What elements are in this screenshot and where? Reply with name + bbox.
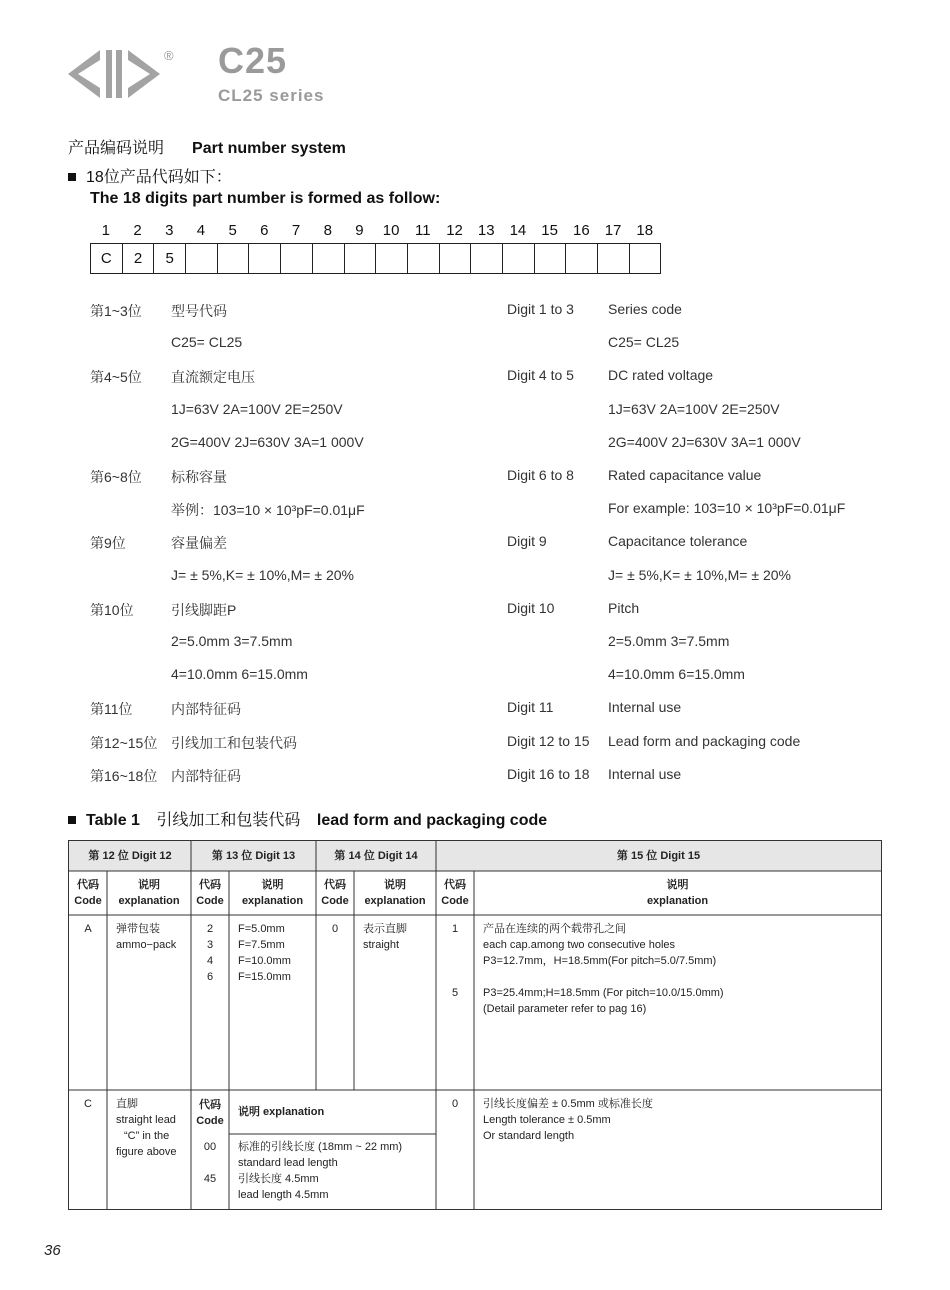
digit-box [503, 243, 535, 274]
r1-d15-expl-line: P3=12.7mm，H=18.5mm(For pitch=5.0/7.5mm) [483, 955, 717, 967]
subheader-expl-cn: 说明 [138, 879, 160, 891]
subheader-expl-13 [229, 877, 316, 909]
digit-position-number: 9 [355, 222, 364, 239]
row-en-desc: 2G=400V 2J=630V 3A=1 000V [608, 433, 801, 450]
subheader-code-cn: 代码 [77, 879, 99, 891]
r1-d15-code-a: 1 [451, 923, 459, 935]
digit-box [218, 243, 250, 274]
section-title-cn: 产品编码说明 [68, 140, 165, 157]
subheader-code-en: Code [441, 895, 469, 907]
r1-d15-expl-line: P3=25.4mm;H=18.5mm (For pitch=10.0/15.0mm) [483, 987, 724, 999]
subheader-expl-15 [474, 877, 881, 909]
r1-d15-expl-a [483, 921, 716, 969]
r2-d15-expl-line: Length tolerance ± 0.5mm [483, 1114, 611, 1126]
row-en-pos: Digit 4 to 5 [507, 367, 574, 384]
row-en-pos: Digit 10 [507, 599, 555, 616]
row-cn-desc: 引线脚距P [171, 601, 237, 618]
row-en-desc: 4=10.0mm 6=15.0mm [608, 666, 745, 683]
subheader-code-en: Code [321, 895, 349, 907]
r2-inner-expl [238, 1139, 402, 1203]
r1-d13-code: 4 [206, 955, 214, 967]
digit-position-number: 14 [509, 222, 527, 239]
r2-inner-expl-header: 说明 explanation [238, 1106, 325, 1118]
r2-inner-expl-line: standard lead length [238, 1157, 338, 1169]
row-cn-pos: 第4~5位 [90, 369, 142, 386]
subheader-code-13 [191, 877, 229, 909]
digit-box [440, 243, 472, 274]
digit-box [249, 243, 281, 274]
digit-position-number: 17 [604, 222, 622, 239]
digit-position-number: 1 [101, 222, 111, 239]
digit-box [630, 243, 662, 274]
r1-d13-expl-line: F=15.0mm [238, 971, 291, 983]
digit-position-number: 15 [541, 222, 558, 239]
digit-box [566, 243, 598, 274]
r1-d15-expl-line: 产品在连续的两个载带孔之间 [483, 923, 626, 935]
row-en-desc: Rated capacitance value [608, 467, 762, 483]
digit-position-number: 12 [446, 222, 463, 239]
row-cn-desc: 4=10.0mm 6=15.0mm [171, 666, 308, 683]
subheader-code-15 [436, 877, 474, 909]
row-en-desc: Capacitance tolerance [608, 533, 748, 550]
row-cn-desc: 直流额定电压 [171, 369, 255, 386]
row-en-desc: Lead form and packaging code [608, 732, 801, 749]
r2-d12-expl-line: 直脚 [116, 1098, 138, 1110]
row-en-desc: 1J=63V 2A=100V 2E=250V [608, 400, 780, 417]
row-en-desc: For example: 103=10 × 10³pF=0.01μF [608, 500, 846, 517]
row-cn-pos: 第6~8位 [90, 469, 142, 485]
subheader-expl-cn: 说明 [384, 879, 406, 891]
r1-d14-expl-line: 表示直脚 [363, 923, 407, 935]
r2-inner-code-00: 00 [203, 1141, 217, 1153]
r2-d12-code: C [84, 1098, 92, 1110]
r2-d12-expl-line: figure above [116, 1146, 177, 1158]
lead-form-packaging-table [68, 840, 882, 1210]
row-en-desc: Internal use [608, 765, 682, 782]
row-cn-desc: 容量偏差 [171, 535, 227, 552]
subheader-expl-en: explanation [364, 895, 426, 907]
digit-box [471, 243, 503, 274]
row-en-desc: Series code [608, 301, 682, 317]
r1-d14-expl-line: straight [363, 939, 400, 951]
r2-inner-expl-line: lead length 4.5mm [238, 1189, 329, 1201]
r2-d15-code: 0 [451, 1098, 459, 1110]
row-en-pos: Digit 6 to 8 [507, 467, 574, 483]
subheader-code-cn: 代码 [324, 879, 346, 891]
row-cn-pos: 第16~18位 [90, 767, 158, 784]
row-cn-desc: J= ± 5%,K= ± 10%,M= ± 20% [171, 566, 354, 583]
r1-d12-expl-line: ammo−pack [116, 939, 177, 951]
subheader-code-cn: 代码 [444, 879, 466, 891]
row-cn-desc: 举例：103=10 × 10³pF=0.01μF [171, 502, 365, 519]
r1-d13-expl [238, 921, 291, 985]
subheader-expl-14 [354, 877, 436, 909]
digit-position-number: 11 [415, 222, 431, 239]
subheader-expl-en: explanation [241, 895, 304, 907]
subheader-code-12 [69, 877, 107, 909]
r2-d12-expl-line: “C” in the [124, 1130, 170, 1142]
digit-box: C [91, 243, 123, 274]
digit-position-number: 16 [573, 222, 590, 239]
r1-d13-expl-line: F=10.0mm [238, 955, 291, 967]
subheader-code-14 [316, 877, 354, 909]
header-digit-14: 第 14 位 Digit 14 [334, 850, 418, 862]
digit-box [598, 243, 630, 274]
r2-inner-expl-line: 引线长度 4.5mm [238, 1173, 319, 1185]
digit-position-number: 4 [196, 222, 206, 239]
row-cn-desc: 引线加工和包装代码 [171, 734, 297, 751]
header-digit-15: 第 15 位 Digit 15 [616, 850, 701, 862]
digit-position-number: 18 [636, 222, 654, 239]
r1-d15-code-b: 5 [451, 987, 459, 999]
r1-d13-codes [191, 921, 229, 985]
subheader-expl-en: explanation [646, 895, 709, 907]
row-cn-desc: 内部特征码 [171, 701, 241, 718]
row-en-desc: C25= CL25 [608, 334, 680, 351]
digit-position-number: 5 [228, 222, 237, 239]
row-en-desc: Pitch [608, 599, 640, 616]
r2-inner-code-45: 45 [203, 1173, 217, 1185]
subheader-expl-en: explanation [118, 895, 180, 907]
row-en-pos: Digit 12 to 15 [507, 732, 590, 749]
brand-title: C25 [218, 40, 288, 81]
r1-d12-code: A [84, 923, 92, 935]
r2-d15-expl [483, 1096, 653, 1144]
bullet-icon [68, 173, 76, 181]
digit-position-number: 2 [133, 222, 142, 239]
digit-position-number: 7 [291, 222, 301, 239]
row-en-desc: DC rated voltage [608, 367, 714, 384]
r1-d12-expl [116, 921, 176, 953]
row-cn-pos: 第9位 [90, 535, 126, 552]
digit-box [281, 243, 313, 274]
row-cn-desc: C25= CL25 [171, 334, 243, 351]
section-title-en: Part number system [192, 140, 346, 157]
subheader-code-en: Code [74, 895, 102, 907]
section-part-number-title [68, 135, 346, 158]
r1-d13-expl-line: F=7.5mm [238, 939, 285, 951]
r1-d13-expl-line: F=5.0mm [238, 923, 285, 935]
digit-box [313, 243, 345, 274]
r1-d15-expl-b [483, 985, 724, 1017]
row-cn-desc: 型号代码 [171, 303, 227, 319]
row-cn-pos: 第1~3位 [90, 303, 142, 319]
r1-d15-expl-line: each cap.among two consecutive holes [483, 939, 676, 951]
digit-box [186, 243, 218, 274]
digit-boxes [90, 243, 661, 274]
r2-inner-code-header-cn: 代码 [199, 1099, 221, 1111]
brand-subtitle: CL25 series [218, 86, 325, 105]
row-cn-desc: 标称容量 [171, 469, 227, 485]
row-cn-desc: 2=5.0mm 3=7.5mm [171, 633, 293, 649]
r1-d13-code: 2 [206, 923, 214, 935]
table1-heading-label: Table 1 [86, 812, 140, 829]
r1-d14-expl [363, 921, 407, 953]
row-en-desc: Internal use [608, 699, 682, 716]
bullet-icon [68, 816, 76, 824]
digit-box: 5 [154, 243, 186, 274]
r2-d12-expl-line: straight lead [116, 1114, 176, 1126]
digit-box [376, 243, 408, 274]
table1-heading-cn: 引线加工和包装代码 [156, 812, 301, 829]
row-cn-desc: 1J=63V 2A=100V 2E=250V [171, 400, 343, 417]
digit-box [535, 243, 567, 274]
r2-inner-code-header-en: Code [196, 1115, 224, 1127]
row-en-pos: Digit 9 [507, 533, 547, 550]
r1-d15-expl-line: (Detail parameter refer to pag 16) [483, 1003, 647, 1015]
digit-position-number: 10 [382, 222, 400, 239]
row-cn-desc: 2G=400V 2J=630V 3A=1 000V [171, 433, 364, 450]
page-number: 36 [44, 1242, 61, 1259]
digit-position-number: 6 [260, 222, 269, 239]
row-en-pos: Digit 16 to 18 [507, 765, 590, 782]
subheader-code-cn: 代码 [199, 879, 221, 891]
r1-d12-expl-line: 弹带包装 [116, 923, 160, 935]
r2-d12-expl [116, 1096, 177, 1160]
r2-d15-expl-line: 引线长度偏差 ± 0.5mm 或标准长度 [483, 1098, 653, 1110]
header-digit-13: 第 13 位 Digit 13 [211, 850, 296, 862]
r2-inner-expl-line: 标准的引线长度 (18mm ~ 22 mm) [238, 1141, 403, 1153]
digit-position-number: 8 [323, 222, 332, 239]
row-cn-pos: 第11位 [90, 701, 133, 718]
r1-d13-code: 6 [206, 971, 214, 983]
r2-d15-expl-line: Or standard length [483, 1130, 575, 1142]
row-en-desc: J= ± 5%,K= ± 10%,M= ± 20% [608, 566, 791, 583]
row-en-pos: Digit 1 to 3 [507, 301, 574, 317]
subheader-expl-12 [107, 877, 191, 909]
digit-position-number: 3 [165, 222, 174, 239]
subheader-code-en: Code [196, 895, 224, 907]
r1-d13-code: 3 [206, 939, 214, 951]
r1-d14-code: 0 [331, 923, 339, 935]
table1-heading [68, 807, 547, 830]
section-18-digits-en: The 18 digits part number is formed as follow: [90, 190, 441, 207]
table1-heading-en: lead form and packaging code [316, 812, 548, 829]
subheader-expl-cn: 说明 [666, 879, 689, 891]
row-en-pos: Digit 11 [507, 699, 554, 716]
digit-box [408, 243, 440, 274]
section-18-digits-cn [68, 164, 232, 187]
digit-box: 2 [123, 243, 155, 274]
row-en-desc: 2=5.0mm 3=7.5mm [608, 633, 730, 649]
row-cn-desc: 内部特征码 [171, 767, 241, 784]
section2-title-cn: 18位产品代码如下： [86, 169, 232, 186]
header-digit-12: 第 12 位 Digit 12 [88, 850, 172, 862]
subheader-expl-cn: 说明 [261, 879, 284, 891]
row-cn-pos: 第12~15位 [90, 734, 158, 751]
row-cn-pos: 第10位 [90, 601, 134, 618]
digit-box [345, 243, 377, 274]
r2-inner-code-header [191, 1097, 229, 1129]
digit-position-number: 13 [477, 222, 495, 239]
registered-mark: ® [164, 48, 174, 63]
